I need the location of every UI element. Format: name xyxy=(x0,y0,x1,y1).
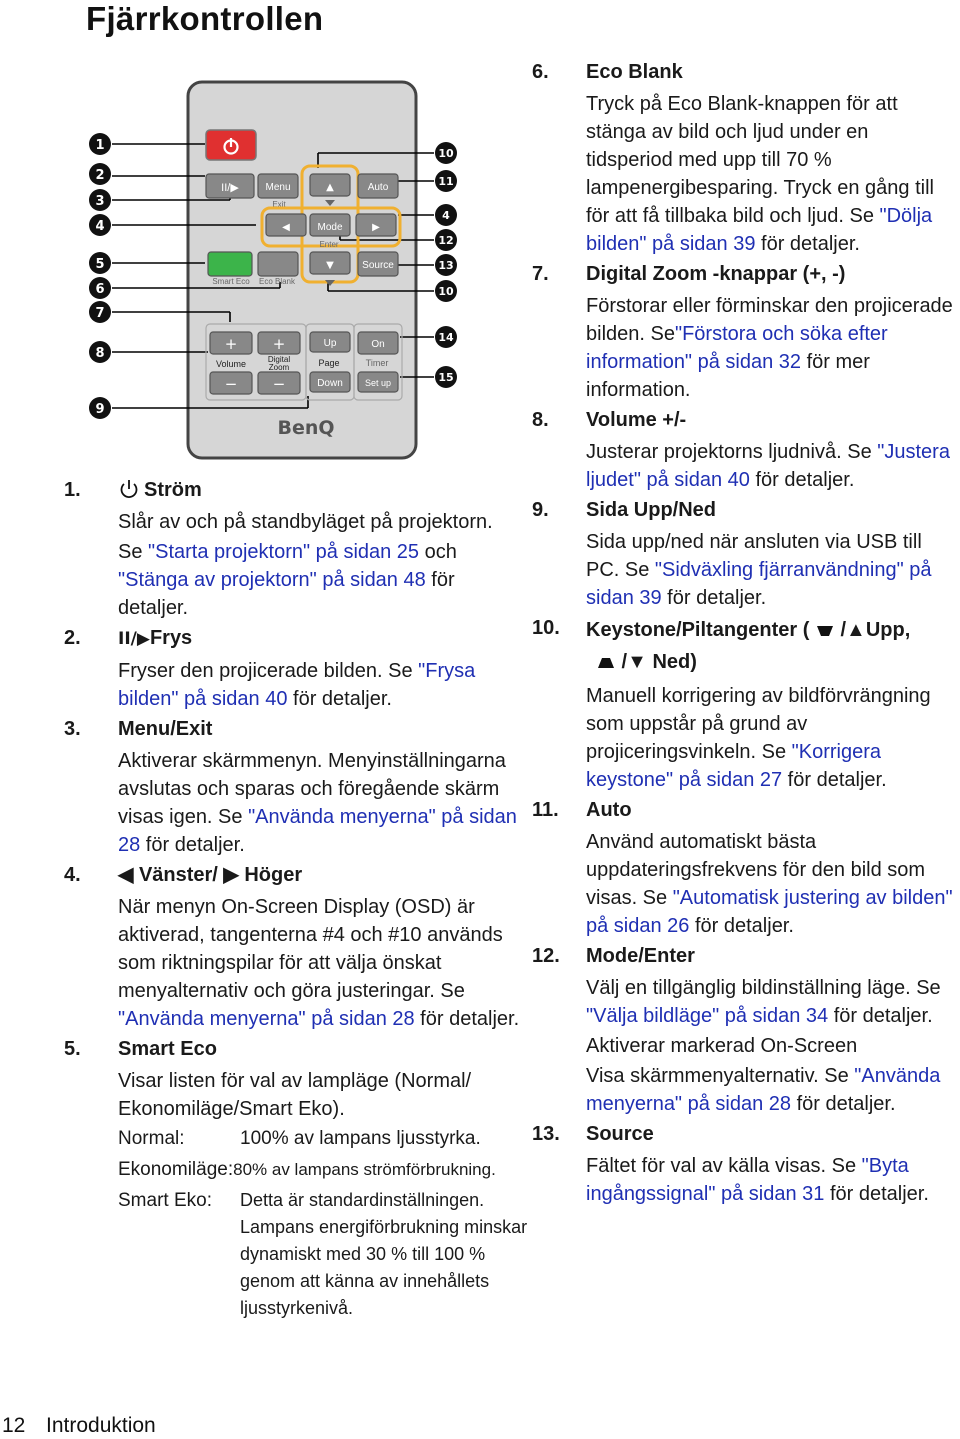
item-5-smart-eco xyxy=(64,1035,530,1322)
callout-10b: 10 xyxy=(438,285,454,298)
link-sidvaxling[interactable]: "Sidväxling fjärranvändning" på sidan 39 xyxy=(586,559,932,609)
item-title: /▼ Ned) xyxy=(616,651,697,673)
text-fragment: för detaljer. xyxy=(287,688,392,710)
item-number: 10. xyxy=(532,617,560,639)
auto-key-label: Auto xyxy=(367,182,389,193)
text-fragment: och xyxy=(419,541,457,563)
text-fragment: för mer information. xyxy=(586,351,870,401)
lamp-mode-row-smart xyxy=(118,1187,530,1322)
item-number: 13. xyxy=(532,1123,560,1145)
callout-15: 15 xyxy=(438,371,454,384)
mode-description: 100% av lampans ljusstyrka. xyxy=(240,1128,481,1149)
item-text xyxy=(586,438,960,494)
item-12-mode-enter xyxy=(532,942,960,1118)
item-heading xyxy=(118,476,530,504)
lamp-mode-row-normal xyxy=(118,1125,530,1152)
text-fragment: Välj en tillgänglig bildinställning läge. Se xyxy=(586,977,941,999)
link-frysa-bilden[interactable]: "Frysa bilden" på sidan 40 xyxy=(118,660,476,710)
item-title: Keystone/Piltangenter ( xyxy=(586,619,815,641)
item-number: 12. xyxy=(532,945,560,967)
text-fragment: Fryser den projicerade bilden. Se xyxy=(118,660,419,682)
freeze-icon: II/▶ xyxy=(118,629,150,649)
text-fragment: för detaljer. xyxy=(791,1093,896,1115)
mode-label: Smart Eko: xyxy=(118,1190,212,1211)
page-number: 12 xyxy=(2,1414,26,1437)
smart-eco-key-label: Smart Eco xyxy=(212,277,250,286)
on-key-label: On xyxy=(371,339,385,350)
up-key-label: ▲ xyxy=(326,182,334,193)
remote-control-diagram xyxy=(80,78,480,464)
page-footer xyxy=(2,1414,156,1438)
eco-blank-key-label: Eco Blank xyxy=(258,277,296,286)
item-title: Digital Zoom -knappar (+, -) xyxy=(586,263,846,285)
item-title: Mode/Enter xyxy=(586,945,695,967)
item-number: 8. xyxy=(532,409,549,431)
link-byta-ingangssignal[interactable]: "Byta ingångssignal" på sidan 31 xyxy=(586,1155,909,1205)
link-anvanda-menyerna[interactable]: "Använda menyerna" på sidan 28 xyxy=(118,806,517,856)
text-fragment: för detaljer. xyxy=(661,587,767,609)
keystone-trapezoid-icon xyxy=(596,656,616,670)
link-stanga-av-projektorn[interactable]: "Stänga av projektorn" på sidan 48 xyxy=(118,569,426,591)
item-text xyxy=(586,90,960,258)
item-number: 1. xyxy=(64,479,81,501)
item-number: 3. xyxy=(64,718,81,740)
zoom-key-label: Zoom xyxy=(268,363,290,372)
item-text xyxy=(118,657,530,713)
item-number: 6. xyxy=(532,61,549,83)
link-justera-ljudet[interactable]: "Justera ljudet" på sidan 40 xyxy=(586,441,950,491)
text-fragment: för detaljer. xyxy=(782,769,887,791)
right-column xyxy=(532,58,960,1210)
enter-key-label: Enter xyxy=(319,240,339,249)
link-valja-bildlage[interactable]: "Välja bildläge" på sidan 34 xyxy=(586,1005,829,1027)
volume-plus-label: + xyxy=(224,335,238,353)
item-7-digital-zoom xyxy=(532,260,960,404)
callout-6: 6 xyxy=(95,282,105,297)
right-key-label: ▶ xyxy=(372,222,380,233)
mode-description: Detta är standardinställningen. Lampans energiförbrukning minskar dynamiskt med 30 % till 100 % genom att känna av innehållets ljusstyrkenivå. xyxy=(240,1190,528,1318)
timer-key-label: Timer xyxy=(365,358,389,368)
item-text xyxy=(118,893,530,1033)
text-fragment: Tryck på Eco Blank-knappen för att stänga av bild och ljud under en tidsperiod med upp till 70 % lampenergibesparing. Tryck en gång till för att få tillbaka bild och ljud. Se xyxy=(586,93,934,227)
item-text: Visar listen för val av lampläge (Normal/ Ekonomiläge/Smart Eko). xyxy=(118,1070,472,1120)
power-icon xyxy=(118,478,140,500)
page-up-label: Up xyxy=(323,338,337,349)
text-fragment: Manuell korrigering av bildförvrängning som uppstår på grund av projiceringsvinkeln. Se xyxy=(586,685,931,763)
item-title: Sida Upp/Ned xyxy=(586,499,717,521)
volume-minus-label: − xyxy=(224,375,238,393)
callout-badges-left xyxy=(89,133,111,419)
callout-1: 1 xyxy=(95,138,105,153)
item-text xyxy=(586,528,960,612)
item-title: Auto xyxy=(586,799,632,821)
down-key-label: ▼ xyxy=(326,260,334,271)
setup-key-label: Set up xyxy=(364,378,392,388)
text-fragment: När menyn On-Screen Display (OSD) är aktiverad, tangenterna #4 och #10 används som riktningspilar för att välja önskat menyalternativ och göra justeringar. Se xyxy=(118,896,503,1002)
exit-key-label: Exit xyxy=(272,200,286,209)
callout-13: 13 xyxy=(438,259,454,272)
item-links xyxy=(118,538,530,622)
text-fragment: Se xyxy=(118,541,149,563)
item-title: Menu/Exit xyxy=(118,718,213,740)
item-title: Smart Eco xyxy=(118,1038,217,1060)
zoom-minus-label: − xyxy=(272,375,286,393)
item-10-keystone xyxy=(532,614,960,794)
callout-3: 3 xyxy=(95,194,105,209)
page-key-label: Page xyxy=(318,358,340,368)
item-number: 9. xyxy=(532,499,549,521)
item-4-left-right xyxy=(64,861,530,1033)
link-automatisk-justering[interactable]: "Automatisk justering av bilden" på sidan 26 xyxy=(586,887,953,937)
callout-11: 11 xyxy=(438,175,454,188)
callout-4: 4 xyxy=(95,219,105,234)
mode-label: Ekonomiläge: xyxy=(118,1159,234,1180)
link-starta-projektorn[interactable]: "Starta projektorn" på sidan 25 xyxy=(148,541,420,563)
callout-9: 9 xyxy=(95,402,105,417)
item-6-eco-blank xyxy=(532,58,960,258)
text-fragment: Justerar projektorns ljudnivå. Se xyxy=(586,441,878,463)
item-text xyxy=(586,292,960,404)
item-number: 7. xyxy=(532,263,549,285)
text-fragment: för detaljer. xyxy=(824,1183,929,1205)
text-fragment: Visa skärmmenyalternativ. Se xyxy=(586,1065,855,1087)
left-column xyxy=(64,476,530,1322)
text-fragment: för detaljer. xyxy=(755,233,860,255)
link-anvanda-menyerna[interactable]: "Använda menyerna" på sidan 28 xyxy=(586,1065,941,1115)
item-number: 4. xyxy=(64,864,81,886)
item-text: Slår av och på standbyläget på projektorn. xyxy=(118,511,493,533)
benq-logo: BenQ xyxy=(277,417,335,439)
item-9-page-up-down xyxy=(532,496,960,612)
link-korrigera-keystone[interactable]: "Korrigera keystone" på sidan 27 xyxy=(586,741,882,791)
link-anvanda-menyerna[interactable]: "Använda menyerna" på sidan 28 xyxy=(118,1008,415,1030)
keystone-trapezoid-icon xyxy=(815,624,835,638)
text-fragment: Aktiverar skärmmenyn. Menyinställningarna avslutas och sparas och föregående skärm visas igen. Se xyxy=(118,750,506,828)
item-text xyxy=(586,1152,960,1208)
smart-eco-button xyxy=(208,252,252,276)
item-number: 5. xyxy=(64,1038,81,1060)
item-title: Frys xyxy=(149,627,193,649)
text-fragment: för detaljer. xyxy=(689,915,794,937)
item-title: Source xyxy=(586,1123,654,1145)
item-11-auto xyxy=(532,796,960,940)
mode-label: Normal: xyxy=(118,1128,185,1149)
zoom-plus-label: + xyxy=(272,335,286,353)
text-fragment: för detaljer. xyxy=(749,469,855,491)
item-1-power xyxy=(64,476,530,622)
eco-blank-button xyxy=(258,252,298,276)
menu-key-label: Menu xyxy=(265,182,291,193)
item-text xyxy=(586,974,960,1030)
callout-7: 7 xyxy=(95,306,105,321)
link-forstora-och-soka[interactable]: "Förstora och söka efter information" på sidan 32 xyxy=(586,323,888,373)
text-fragment: Förstorar eller förminskar den projicerade bilden. Se xyxy=(586,295,953,345)
item-heading xyxy=(118,624,530,653)
item-number: 2. xyxy=(64,627,81,649)
text-fragment: Sida upp/ned när ansluten via USB till PC. Se xyxy=(586,531,922,581)
item-heading xyxy=(586,614,960,678)
mode-key-label: Mode xyxy=(317,222,343,233)
item-2-freeze xyxy=(64,624,530,713)
item-text xyxy=(118,747,530,859)
callout-8: 8 xyxy=(95,346,105,361)
item-text xyxy=(586,682,960,794)
freeze-key-label: II/▶ xyxy=(221,182,239,194)
item-3-menu-exit xyxy=(64,715,530,859)
callout-5: 5 xyxy=(95,257,105,272)
item-8-volume xyxy=(532,406,960,494)
callout-10a: 10 xyxy=(438,147,454,160)
left-key-label: ◀ xyxy=(282,222,290,233)
page-down-label: Down xyxy=(317,378,343,389)
text-fragment: Fältet för val av källa visas. Se xyxy=(586,1155,862,1177)
digital-key-label: Digital xyxy=(267,355,291,364)
text-fragment: för detaljer. xyxy=(414,1008,520,1030)
section-name: Introduktion xyxy=(46,1414,156,1437)
item-title: Volume +/- xyxy=(586,409,687,431)
item-number: 11. xyxy=(532,799,559,821)
lamp-mode-row-economy xyxy=(118,1156,530,1183)
callout-4b: 4 xyxy=(442,209,450,222)
item-text: Aktiverar markerad On-Screen xyxy=(586,1035,858,1057)
item-title: Eco Blank xyxy=(586,61,683,83)
item-title: /▲Upp, xyxy=(834,619,911,641)
link-dolja-bilden[interactable]: "Dölja bilden" på sidan 39 xyxy=(586,205,933,255)
source-key-label: Source xyxy=(362,260,394,271)
item-title: Ström xyxy=(144,479,202,501)
item-text xyxy=(586,828,960,940)
page-title: Fjärrkontrollen xyxy=(86,0,324,37)
text-fragment: för detaljer. xyxy=(118,569,455,619)
callout-14: 14 xyxy=(438,331,454,344)
text-fragment: för detaljer. xyxy=(828,1005,933,1027)
item-13-source xyxy=(532,1120,960,1208)
mode-description: 80% av lampans strömförbrukning. xyxy=(233,1160,496,1179)
callout-2: 2 xyxy=(95,168,105,183)
text-fragment: Använd automatiskt bästa uppdateringsfrekvens för den bild som visas. Se xyxy=(586,831,926,909)
item-text xyxy=(586,1062,960,1118)
text-fragment: för detaljer. xyxy=(140,834,245,856)
callout-badges-right xyxy=(435,142,457,388)
item-title: ◀ Vänster/ ▶ Höger xyxy=(118,864,303,886)
volume-key-label: Volume xyxy=(215,359,247,369)
callout-12: 12 xyxy=(438,234,454,247)
